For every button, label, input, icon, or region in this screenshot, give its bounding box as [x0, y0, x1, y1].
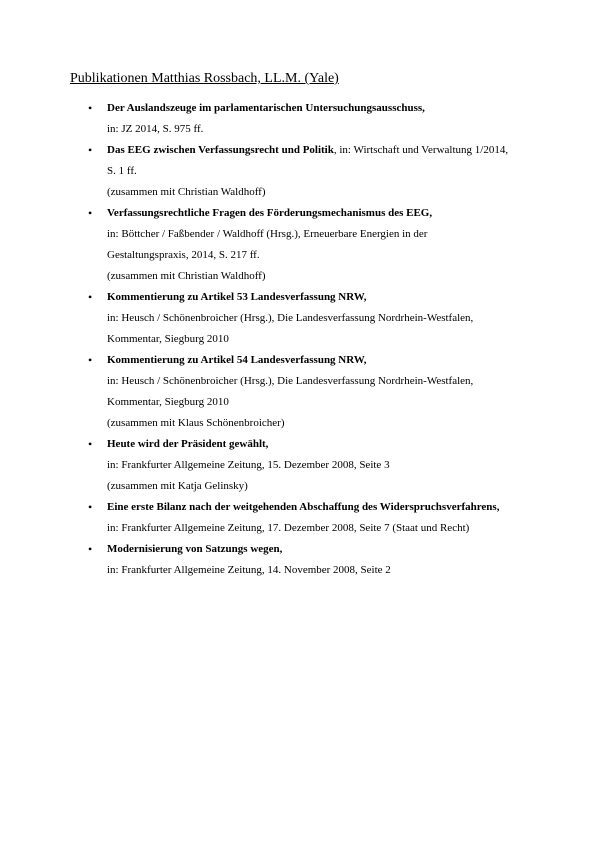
list-bullet: •: [88, 206, 93, 220]
publication-detail-line: (zusammen mit Katja Gelinsky): [107, 480, 248, 492]
publication-title-rest: , in: Wirtschaft und Verwaltung 1/2014,: [333, 144, 509, 156]
publication-title-line: [107, 287, 367, 307]
publication-detail-line: Kommentar, Siegburg 2010: [107, 396, 229, 408]
publication-title-line: [107, 434, 268, 454]
publication-title: Verfassungsrechtliche Fragen des Förderungsmechanismus des EEG,: [107, 207, 433, 219]
publication-detail-line: in: Heusch / Schönenbroicher (Hrsg.), Die Landesverfassung Nordrhein-Westfalen,: [107, 375, 474, 387]
publication-detail-line: in: Böttcher / Faßbender / Waldhoff (Hrsg.), Erneuerbare Energien in der: [107, 228, 428, 240]
page-title: Publikationen Matthias Rossbach, LL.M. (Yale): [70, 71, 339, 86]
publication-title: Modernisierung von Satzungs wegen,: [107, 543, 283, 555]
publication-title: Der Auslandszeuge im parlamentarischen Untersuchungsausschuss,: [107, 102, 425, 114]
publication-title: Kommentierung zu Artikel 53 Landesverfassung NRW,: [107, 291, 367, 303]
publication-title-line: [107, 203, 432, 223]
publication-title: Das EEG zwischen Verfassungsrecht und Politik: [107, 144, 334, 156]
list-bullet: •: [88, 437, 93, 451]
list-bullet: •: [88, 500, 93, 514]
list-bullet: •: [88, 290, 93, 304]
publication-title-line: [107, 140, 508, 160]
publication-detail-line: in: Heusch / Schönenbroicher (Hrsg.), Die Landesverfassung Nordrhein-Westfalen,: [107, 312, 474, 324]
publication-detail-line: S. 1 ff.: [107, 165, 137, 177]
publication-title: Kommentierung zu Artikel 54 Landesverfassung NRW,: [107, 354, 367, 366]
list-bullet: •: [88, 353, 93, 367]
publication-title-line: [107, 497, 499, 517]
list-bullet: •: [88, 143, 93, 157]
publication-detail-line: in: Frankfurter Allgemeine Zeitung, 15. Dezember 2008, Seite 3: [107, 459, 390, 471]
publication-detail-line: in: Frankfurter Allgemeine Zeitung, 14. November 2008, Seite 2: [107, 564, 391, 576]
list-bullet: •: [88, 101, 93, 115]
publication-detail-line: (zusammen mit Christian Waldhoff): [107, 270, 266, 282]
publication-detail-line: Gestaltungspraxis, 2014, S. 217 ff.: [107, 249, 260, 261]
publication-title: Eine erste Bilanz nach der weitgehenden Abschaffung des Widerspruchsverfahrens,: [107, 501, 500, 513]
publication-title-line: [107, 98, 425, 118]
publication-title: Heute wird der Präsident gewählt,: [107, 438, 269, 450]
publication-detail-line: in: Frankfurter Allgemeine Zeitung, 17. Dezember 2008, Seite 7 (Staat und Recht): [107, 522, 470, 534]
list-bullet: •: [88, 542, 93, 556]
publication-detail-line: (zusammen mit Klaus Schönenbroicher): [107, 417, 285, 429]
publication-title-line: [107, 539, 282, 559]
publication-detail-line: Kommentar, Siegburg 2010: [107, 333, 229, 345]
publication-detail-line: in: JZ 2014, S. 975 ff.: [107, 123, 204, 135]
publication-detail-line: (zusammen mit Christian Waldhoff): [107, 186, 266, 198]
publication-title-line: [107, 350, 367, 370]
